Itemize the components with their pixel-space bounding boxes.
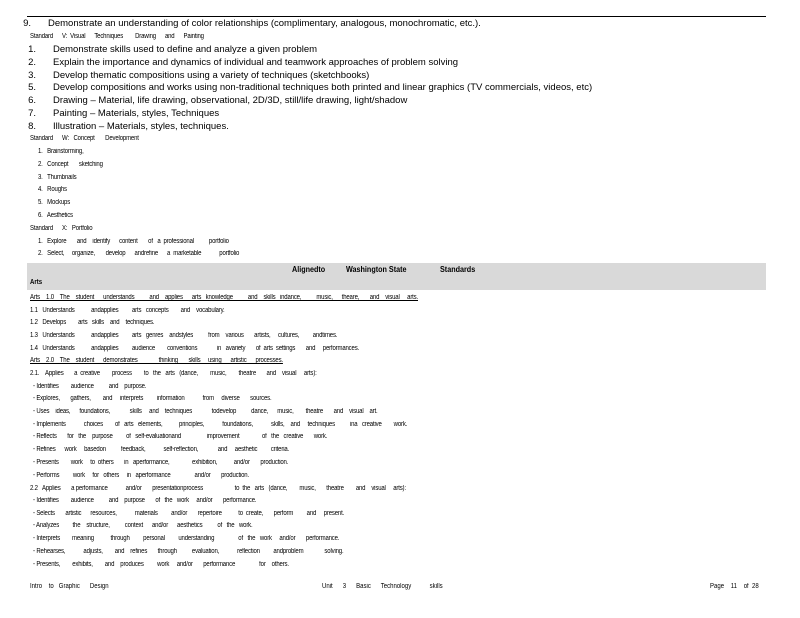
list-item: 5. Mockups bbox=[38, 199, 71, 206]
item-number: 9. bbox=[23, 18, 31, 29]
band-washington: Washington State bbox=[346, 265, 407, 274]
standard-v-heading: Standard V: Visual Techniques Drawing and Painting bbox=[30, 33, 204, 40]
item-text: Demonstrate an understanding of color relationships (complimentary, analogous, monochromatic, etc.). bbox=[48, 18, 481, 29]
arts-heading-1: Arts 1.0 The student understands and applies arts knowledge and skills indance, music, theare, and visual arts. bbox=[30, 294, 418, 301]
item-number: 8. bbox=[28, 121, 36, 132]
item-number: 2. bbox=[28, 57, 36, 68]
standard-x-heading: Standard X: Portfolio bbox=[30, 225, 93, 232]
arts-line: - Presents work to others in aperformance, exhibition, and/or production. bbox=[30, 459, 289, 466]
arts-line: - Rehearses, adjusts, and refines through evaluation, reflection andproblem solving. bbox=[30, 548, 344, 555]
list-item bbox=[8, 57, 458, 68]
footer-center: Unit 3 Basic Technology skills bbox=[322, 583, 443, 590]
band-arts-label: Arts bbox=[30, 279, 43, 286]
item-text: Painting – Materials, styles, Techniques bbox=[53, 108, 220, 119]
list-item: 1. Explore and identify content of a professional portfolio bbox=[38, 238, 229, 245]
list-item bbox=[8, 108, 219, 119]
item-text: Explain the importance and dynamics of individual and teamwork approaches of problem solving bbox=[53, 57, 459, 68]
list-item: 1. Brainstorming, bbox=[38, 148, 84, 155]
footer-page-number: Page 11 of 28 bbox=[710, 583, 759, 590]
item-number: 3. bbox=[28, 70, 36, 81]
list-item bbox=[8, 44, 317, 55]
item-text: Develop thematic compositions using a variety of techniques (sketchbooks) bbox=[53, 70, 370, 81]
arts-line: - Uses ideas, foundations, skills and techniques todevelop dance, music, theatre and visual art. bbox=[30, 408, 378, 415]
arts-line: - Refines work basedon feedback, self-reflection, and aesthetic criteria. bbox=[30, 446, 290, 453]
list-item: 4. Roughs bbox=[38, 186, 67, 193]
arts-line: - Reflects for the purpose of self-evaluationand improvement of the creative work. bbox=[30, 433, 328, 440]
arts-line: 2.2 Applies a performance and/or presentationprocess to the arts (dance, music, theatre and visual arts): bbox=[30, 485, 406, 492]
item-text: Demonstrate skills used to define and analyze a given problem bbox=[53, 44, 318, 55]
item-text: Develop compositions and works using non-traditional techniques both printed and linear graphics (TV commercials, videos, etc) bbox=[53, 82, 593, 93]
list-item: 6. Aesthetics bbox=[38, 212, 73, 219]
arts-line: - Presents, exhibits, and produces work and/or performance for others. bbox=[30, 561, 289, 568]
list-item bbox=[8, 70, 369, 81]
item-number: 6. bbox=[28, 95, 36, 106]
list-item bbox=[8, 95, 407, 106]
band-aligned: Alignedto bbox=[292, 265, 326, 274]
item-text: Illustration – Materials, styles, techniques. bbox=[53, 121, 229, 132]
arts-line: 1.4 Understands andapplies audience conventions in avariety of arts settings and performances. bbox=[30, 345, 360, 352]
arts-line: - Analyzes the structure, context and/or aesthetics of the work. bbox=[30, 522, 253, 529]
item-number: 1. bbox=[28, 44, 36, 55]
arts-line: - Explores, gathers, and interprets information from diverse sources. bbox=[30, 395, 272, 402]
arts-line: - Implements choices of arts elements, principles, foundations, skills, and techniques ina creative work. bbox=[30, 421, 408, 428]
list-item bbox=[8, 121, 229, 132]
list-item: 2. Concept sketching bbox=[38, 161, 103, 168]
arts-line: - Interprets meaning through personal understanding of the work and/or performance. bbox=[30, 535, 340, 542]
list-item: 3. Thumbnails bbox=[38, 174, 77, 181]
arts-line: - Performs work for others in aperformance and/or production. bbox=[30, 472, 249, 479]
footer-left: Intro to Graphic Design bbox=[30, 583, 109, 590]
list-item bbox=[8, 82, 592, 93]
arts-line: 1.3 Understands andapplies arts genres andstyles from various artists, cultures, andtimes. bbox=[30, 332, 338, 339]
arts-line: 1.1 Understands andapplies arts concepts and vocabulary. bbox=[30, 307, 225, 314]
item-number: 5. bbox=[28, 82, 36, 93]
band-standards: Standards bbox=[440, 265, 476, 274]
item-number: 7. bbox=[28, 108, 36, 119]
item-text: Drawing – Material, life drawing, observational, 2D/3D, still/life drawing, light/shadow bbox=[53, 95, 408, 106]
top-rule bbox=[27, 16, 766, 17]
arts-line: 1.2 Develops arts skills and techniques. bbox=[30, 319, 155, 326]
arts-heading-2: Arts 2.0 The student demonstrates thinking skills using artistic processes. bbox=[30, 357, 283, 364]
standard-w-heading: Standard W: Concept Development bbox=[30, 135, 139, 142]
arts-line: - Identifies audience and purpose of the work and/or performance. bbox=[30, 497, 257, 504]
arts-line: 2.1. Applies a creative process to the arts (dance, music, theatre and visual arts): bbox=[30, 370, 317, 377]
list-item: 2. Select, organize, develop andrefine a marketable portfolio bbox=[38, 250, 240, 257]
arts-line: - Selects artistic resources, materials and/or repertoire to create, perform and present. bbox=[30, 510, 345, 517]
arts-line: - Identifies audience and purpose. bbox=[30, 383, 147, 390]
list-item bbox=[0, 18, 481, 29]
